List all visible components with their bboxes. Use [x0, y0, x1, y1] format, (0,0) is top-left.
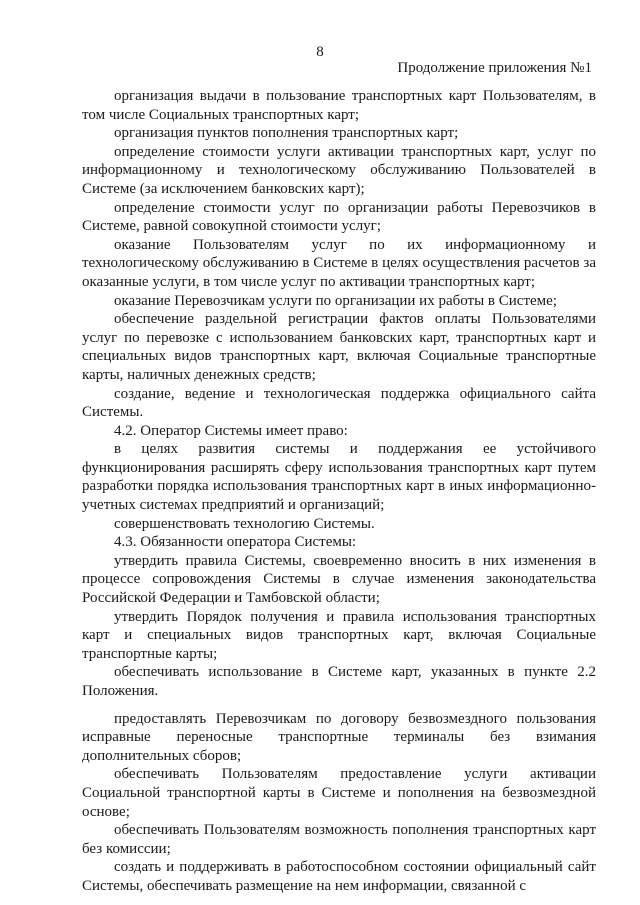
paragraph: организация выдачи в пользование транспортных карт Пользователям, в том числе Социальных транспортных карт;: [82, 88, 596, 123]
paragraph: определение стоимости услуг по организации работы Перевозчиков в Системе, равной совокупной стоимости услуг;: [82, 199, 596, 235]
paragraph: определение стоимости услуги активации транспортных карт, услуг по информационному и технологическому обслуживанию Пользователей в Системе (за исключением банковских карт);: [82, 143, 596, 197]
section-heading-4-2: 4.2. Оператор Системы имеет право:: [114, 422, 348, 439]
paragraph: обеспечивать использование в Системе карт, указанных в пункте 2.2 Положения.: [82, 664, 596, 699]
paragraph: организация пунктов пополнения транспортных карт;: [114, 125, 459, 142]
document-body: [82, 87, 596, 896]
paragraph: предоставлять Перевозчикам по договору безвозмездного пользования исправные переносные транспортные терминалы без взимания дополнительных сборов;: [82, 710, 596, 764]
paragraph: обеспечивать Пользователям возможность пополнения транспортных карт без комиссии;: [82, 822, 596, 857]
appendix-continuation-header: Продолжение приложения №1: [397, 60, 592, 76]
paragraph: оказание Пользователям услуг по их информационному и технологическому обслуживанию в Системе в целях осуществления расчетов за оказанные услуги, в том числе услуг по активации транспортных карт;: [82, 236, 596, 290]
paragraph: утвердить Порядок получения и правила использования транспортных карт и специальных видов транспортных карт, включая Социальные транспортные карты;: [82, 608, 596, 662]
paragraph: обеспечивать Пользователям предоставление услуги активации Социальной транспортной карты в Системе и пополнения на безвозмездной основе;: [82, 766, 596, 820]
page-number: 8: [316, 44, 324, 60]
paragraph: создание, ведение и технологическая поддержка официального сайта Системы.: [82, 385, 596, 421]
paragraph: в целях развития системы и поддержания ее устойчивого функционирования расширять сферу использования транспортных карт путем разработки порядка использования транспортных карт в иных информационно-учетных системах предприятий и организаций;: [82, 441, 596, 514]
paragraph: создать и поддерживать в работоспособном состоянии официальный сайт Системы, обеспечивать размещение на нем информации, связанной с: [82, 859, 596, 894]
section-heading-4-3: 4.3. Обязанности оператора Системы:: [114, 534, 357, 551]
paragraph: обеспечение раздельной регистрации фактов оплаты Пользователями услуг по перевозке с использованием банковских карт, транспортных карт и специальных видов транспортных карт, включая Социальные транспортные карты, наличных денежных средств;: [82, 311, 596, 383]
paragraph: оказание Перевозчикам услуги по организации их работы в Системе;: [114, 292, 557, 309]
paragraph: утвердить правила Системы, своевременно вносить в них изменения в процессе сопровождения Системы в случае изменения законодательства Российской Федерации и Тамбовской области;: [82, 552, 596, 607]
paragraph: совершенствовать технологию Системы.: [114, 515, 375, 532]
